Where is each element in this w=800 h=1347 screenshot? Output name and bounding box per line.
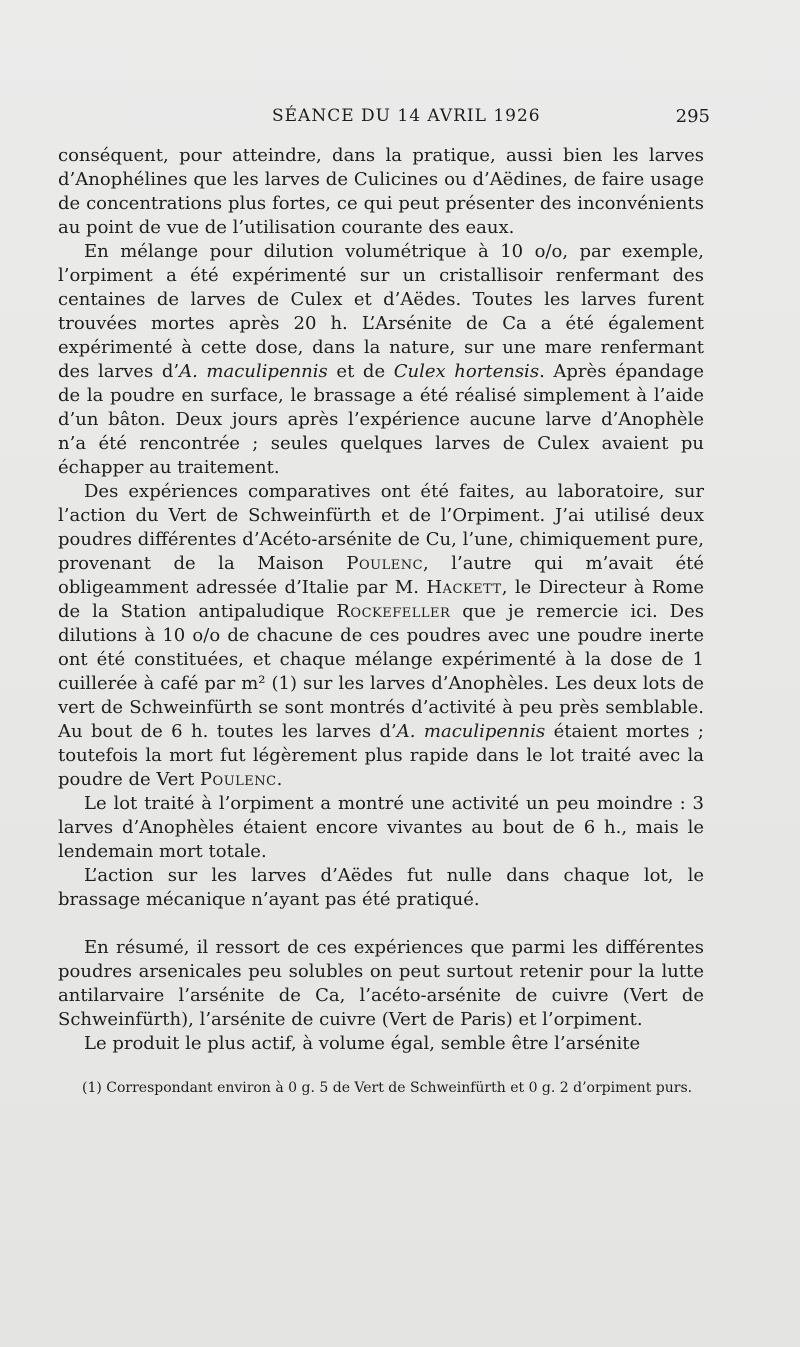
- paragraph-comparative-experiments: [58, 480, 704, 792]
- text-span: Des expériences comparatives ont été faites, au laboratoire, sur l’action du Vert de Schweinfürth et de l’Orpiment. J’ai utilisé deux poudres différentes d’Acéto-arsénite de Cu, l’une, chimiquement pure, provenant de la Maison: [58, 481, 704, 574]
- paragraph-final: [58, 1032, 704, 1056]
- running-head: SÉANCE DU 14 AVRIL 1926: [272, 106, 541, 126]
- species-name: A. maculipennis: [396, 721, 546, 742]
- text-span: , l’autre qui m’avait été obligeamment adressée d’Italie par M.: [58, 553, 704, 598]
- page-header: [58, 98, 710, 134]
- text-span: . Après épandage de la poudre en surface, le brassage a été réalisé simplement à l’aide d’un bâton. Deux jours après l’expérience aucune larve d’Anophèle n’a été rencontrée ; seules quelques larves de Culex avaient pu échapper au traitement.: [58, 361, 704, 478]
- text-span: , le Directeur à Rome de la Station antipaludique: [58, 577, 705, 622]
- species-name: A. maculipennis: [179, 361, 328, 382]
- section-gap: [58, 912, 704, 936]
- proper-name: Poulenc: [199, 769, 277, 790]
- species-name: Culex hortensis: [393, 361, 540, 382]
- paragraph-summary: [58, 936, 704, 1032]
- text-span: et de: [327, 361, 394, 382]
- text-span: L’action sur les larves d’Aëdes fut nulle dans chaque lot, le brassage mécanique n’ayant pas été pratiqué.: [58, 865, 704, 910]
- text-span: .: [276, 769, 283, 790]
- paragraph-orpiment-result: [58, 792, 704, 864]
- proper-name: Rockefeller: [336, 601, 451, 622]
- main-text: [58, 144, 704, 1056]
- page-number: 295: [675, 106, 710, 127]
- text-span: En résumé, il ressort de ces expériences que parmi les différentes poudres arsenicales peu solubles on peut surtout retenir pour la lutte antilarvaire l’arsénite de Ca, l’acéto-arsénite de cuivre (Vert de Schweinfürth), l’arsénite de cuivre (Vert de Paris) et l’orpiment.: [58, 937, 704, 1030]
- text-span: étaient mortes ; toutefois la mort fut légèrement plus rapide dans le lot traité avec la poudre de Vert: [58, 721, 704, 790]
- text-span: En mélange pour dilution volumétrique à 10 o/o, par exemple, l’orpiment a été expérimenté sur un cristallisoir renfermant des centaines de larves de Culex et d’Aëdes. Toutes les larves furent trouvées mortes après 20 h. L’Arsénite de Ca a été également expérimenté à cette dose, dans la nature, sur une mare renfermant des larves d’: [58, 241, 704, 382]
- text-span: Le produit le plus actif, à volume égal, semble être l’arsénite: [84, 1033, 641, 1054]
- proper-name: Poulenc: [346, 553, 424, 574]
- paragraph-orpiment-experiment: [58, 240, 704, 480]
- text-span: conséquent, pour atteindre, dans la pratique, aussi bien les larves d’Anophélines que les larves de Culicines ou d’Aëdines, de faire usage de concentrations plus fortes, ce qui peut présenter des inconvénients au point de vue de l’utilisation courante des eaux.: [58, 145, 704, 238]
- proper-name: Hackett: [426, 577, 502, 598]
- text-span: Le lot traité à l’orpiment a montré une activité un peu moindre : 3 larves d’Anophèles étaient encore vivantes au bout de 6 h., mais le lendemain mort totale.: [58, 793, 704, 862]
- footnote: (1) Correspondant environ à 0 g. 5 de Vert de Schweinfürth et 0 g. 2 d’orpiment purs.: [82, 1080, 693, 1096]
- paragraph-aedes-result: [58, 864, 704, 912]
- paragraph-continuation: [58, 144, 704, 240]
- text-span: que je remercie ici. Des dilutions à 10 o/o de chacune de ces poudres avec une poudre inerte ont été constituées, et chaque mélange expérimenté à la dose de 1 cuillerée à café par m² (1) sur les larves d’Anophèles. Les deux lots de vert de Schweinfürth se sont montrés d’activité à peu près semblable. Au bout de 6 h. toutes les larves d’: [58, 601, 704, 742]
